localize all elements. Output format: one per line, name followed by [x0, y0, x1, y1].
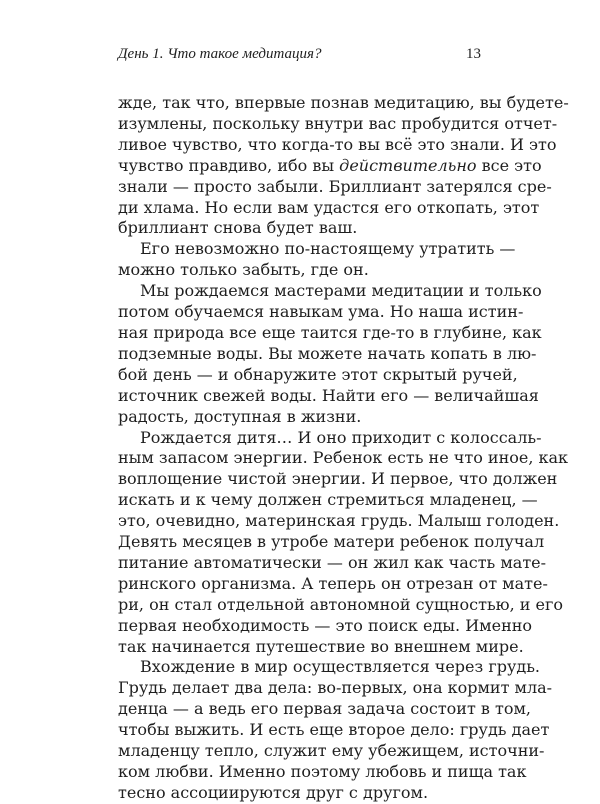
text-line: ди хлама. Но если вам удастся его откопать, этот	[118, 197, 540, 217]
text-line: ливое чувство, что когда-то вы всё это знали. И это	[118, 134, 557, 154]
text-line: Рождается дитя… И оно приходит с колоссаль -	[118, 428, 498, 449]
text-line: Девять месяцев в утробе матери ребенок получал	[118, 532, 545, 552]
text-line: потом обучаемся навыкам ума. Но наша истин -	[118, 302, 498, 323]
text-line: изумлены, поскольку внутри вас пробудится отчет -	[118, 114, 498, 135]
text-line: радость, доступная в жизни.	[118, 406, 362, 426]
page-number: 13	[466, 46, 481, 62]
text-line: можно только забыть, где он.	[118, 260, 369, 280]
body-text	[118, 93, 569, 804]
text-line: младенцу тепло, служит ему убежищем, источни -	[118, 741, 498, 762]
text-line: знали — просто забыли. Бриллиант затерялся сре -	[118, 177, 498, 198]
text-line: ная природа все еще таится где-то в глубине, как	[118, 322, 542, 342]
text-fragment: чувство правдиво, ибо вы	[118, 155, 340, 175]
text-line: Грудь делает два дела: во-первых, она кормит мла -	[118, 678, 498, 699]
text-line: ринского организма. А теперь он отрезан от мате -	[118, 574, 498, 595]
text-line: тесно ассоциируются друг с другом.	[118, 782, 429, 802]
text-line: ри, он стал отдельной автономной сущностью, и его	[118, 594, 564, 614]
text-line: денца — а ведь его первая задача состоит в том,	[118, 699, 532, 719]
text-line: жде, так что, впервые познав медитацию, вы будете -	[118, 93, 498, 114]
text-line: это, очевидно, материнская грудь. Малыш голоден.	[118, 511, 560, 531]
text-line: подземные воды. Вы можете начать копать в лю -	[118, 344, 498, 365]
text-line: так начинается путешествие во внешнем мире.	[118, 636, 524, 656]
text-line: питание автоматически — он жил как часть мате -	[118, 553, 498, 574]
text-line: Его невозможно по-настоящему утратить —	[140, 239, 516, 259]
text-fragment: все это	[476, 155, 542, 175]
text-line: искать и к чему должен стремиться младенец, —	[118, 490, 538, 510]
text-line: источник свежей воды. Найти его — величайшая	[118, 385, 539, 405]
text-line: первая необходимость — это поиск еды. Именно	[118, 615, 533, 635]
text-line: бой день — и обнаружите этот скрытый ручей,	[118, 364, 518, 384]
text-line: воплощение чистой энергии. И первое, что должен	[118, 469, 558, 489]
text-line: ком любви. Именно поэтому любовь и пища так	[118, 762, 527, 781]
text-line: чтобы выжить. И есть еще второе дело: грудь дает	[118, 720, 550, 740]
text-line: ным запасом энергии. Ребенок есть не что иное, как	[118, 448, 569, 468]
text-line: бриллиант снова будет ваш.	[118, 218, 358, 238]
text-line	[118, 155, 542, 177]
chapter-title: День 1. Что такое медитация?	[118, 46, 322, 62]
text-line: Вхождение в мир осуществляется через грудь.	[140, 657, 541, 677]
emphasis: действительно	[339, 155, 477, 175]
text-line: Мы рождаемся мастерами медитации и только	[140, 281, 542, 301]
running-header	[118, 46, 481, 63]
